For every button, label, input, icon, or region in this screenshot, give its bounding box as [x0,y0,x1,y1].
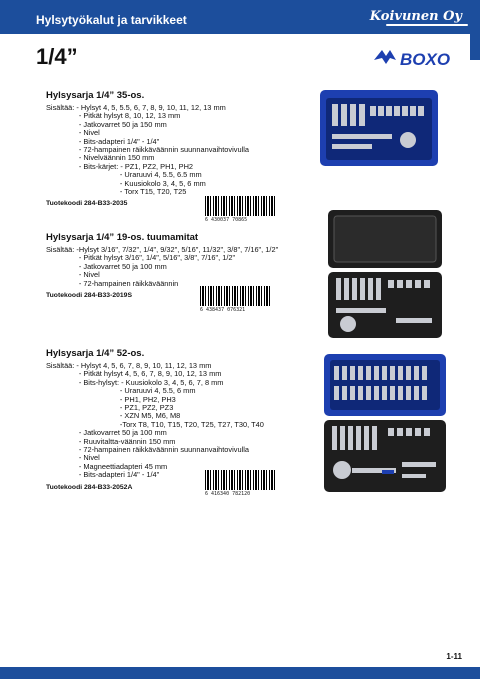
spec-line: Sisältää: - Hylsyt 4, 5, 6, 7, 8, 9, 10, 11, 12, 13 mm [46,361,212,370]
spec-line: Sisältää: -Hylsyt 3/16", 7/32", 1/4", 9/32", 5/16", 11/32", 3/8", 7/16", 1/2" [46,245,279,254]
spec-line: - Pitkät hylsyt 4, 5, 6, 7, 8, 9, 10, 12, 13 mm [46,369,222,379]
spec-line: - Bits-hylsyt: - Kuusiokolo 3, 4, 5, 6, 7, 8 mm [46,377,224,387]
spec-line: - Ruuvitaltta-väännin 150 mm [46,436,176,446]
spec-line: - Pitkät hylsyt 3/16", 1/4", 5/16", 3/8", 7/16", 1/2" [46,253,236,263]
side-tab-marker [470,0,480,60]
product-code: Tuotekoodi 284-B33-2019S [46,292,132,300]
spec-line: - Bits-adapteri 1/4" - 1/4" [46,136,160,146]
product-title: Hylsysarja 1/4” 19-os. tuumamitat [46,232,199,243]
barcode-19pc [200,286,270,306]
product-title: Hylsysarja 1/4” 35-os. [46,90,145,101]
spec-line: - Uraruuvi 4, 5.5, 6.5 mm [46,170,202,180]
spec-line: - Bits-adapteri 1/4" - 1/4" [46,470,160,480]
barcode-digits: 6 416340 782120 [205,491,251,497]
spec-line: - Pitkät hylsyt 8, 10, 12, 13 mm [46,111,181,121]
boxo-logo [372,46,462,72]
category-title: Hylsytyökalut ja tarvikkeet [36,13,187,27]
spec-line: - Jatkovarret 50 ja 100 mm [46,261,167,271]
brand-swoosh-icon [386,24,468,26]
spec-line: - Magneettiadapteri 45 mm [46,461,168,471]
product-photo-19pc [326,208,444,340]
spec-line: - Jatkovarret 50 ja 150 mm [46,119,167,129]
spec-line: - Bits-kärjet: - PZ1, PZ2, PH1, PH2 [46,161,194,171]
spec-line: - Uraruuvi 4, 5.5, 6 mm [46,386,196,396]
spec-line: - PZ1, PZ2, PZ3 [46,403,174,413]
header-bar [0,0,480,34]
footer-bar [0,667,480,679]
product-photo-35pc [318,88,440,168]
product-section-2 [46,232,336,300]
spec-line: - Nivel [46,453,100,463]
barcode-52pc [205,470,275,490]
brand-name: Koivunen Oy [369,9,462,24]
product-photo-52pc [322,352,448,494]
page-number: 1-11 [446,652,462,661]
spec-line: - Nivelväännin 150 mm [46,153,155,163]
spec-line: - 72-hampainen räikkäväännin [46,278,179,288]
product-code: Tuotekoodi 284-B33-2035 [46,200,128,208]
spec-line: - Nivel [46,128,100,138]
page-heading: 1/4” [36,44,78,69]
product-title: Hylsysarja 1/4” 52-os. [46,348,145,359]
barcode-35pc [205,196,275,216]
spec-line: - Jatkovarret 50 ja 100 mm [46,428,167,438]
product-section-3 [46,348,316,492]
spec-line: - XZN M5, M6, M8 [46,411,181,421]
spec-line: - 72-hampainen räikkäväännin suunnanvaihtovivulla [46,145,249,155]
spec-line: - Nivel [46,270,100,280]
barcode-digits: 6 438437 076321 [200,307,246,313]
boxo-logo-text: BOXO [400,50,451,69]
barcode-digits: 6 430037 70865 [205,217,248,223]
spec-line: - Torx T15, T20, T25 [46,187,187,197]
spec-line: Sisältää: - Hylsyt 4, 5, 5.5, 6, 7, 8, 9, 10, 11, 12, 13 mm [46,103,226,112]
spec-line: - Kuusiokolo 3, 4, 5, 6 mm [46,178,206,188]
spec-line: - PH1, PH2, PH3 [46,394,176,404]
spec-line: -Torx T8, T10, T15, T20, T25, T27, T30, T40 [46,419,264,429]
spec-line: - 72-hampainen räikkäväännin suunnanvaihtovivulla [46,445,249,455]
product-code: Tuotekoodi 284-B33-2052A [46,483,133,491]
product-section-1 [46,90,306,209]
